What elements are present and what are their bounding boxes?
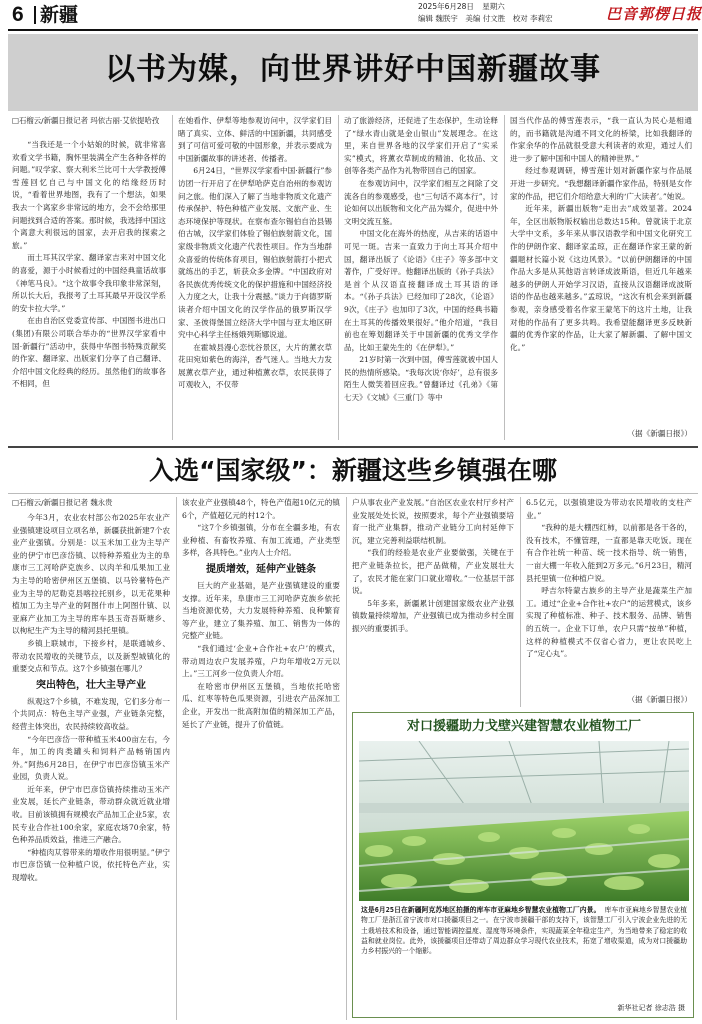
issue-date: [418, 2, 505, 12]
article1-column-4: [510, 115, 692, 427]
paragraph: “我们通过‘企业+合作社+农户’的模式，带动周边农户发展养殖，户均年增收2万元以上。”三工河乡一位负责人介绍。: [182, 643, 340, 679]
paragraph: 在参观访问中，汉学家们相互之间除了交流各自的参观感受，也“三句话不离本行”，讨论如何以出版物和文化产品为媒介，促进中外文明交流互鉴。: [344, 178, 498, 226]
article1-column-2: [178, 115, 332, 440]
section-name: 新疆: [40, 4, 79, 26]
paragraph: 在哈密市伊州区五堡镇，当地依托哈密瓜、红枣等特色瓜果资源，引进农产品深加工企业，开发出一批高附加值的精深加工产品，延长了产业链，提升了价值链。: [182, 681, 340, 729]
paragraph: 近年来，伊宁市巴彦岱镇持续推动玉米产业发展，延长产业链条，带动群众就近就业增收。目前该镇拥有规模农产品加工企业5家，农民专业合作社100余家，家庭农场70余家，特色种养品质效益，推进三产融合。: [12, 784, 170, 845]
article2-column-3: [352, 497, 514, 705]
page-header: [0, 0, 702, 30]
column-divider: [504, 115, 505, 440]
photo-caption: [361, 905, 687, 956]
editor-line: 编辑 魏朕宇 美编 付文胜 校对 李莉宏: [418, 14, 553, 23]
paragraph: 中国文化在海外的热度，从吉来的话语中可见一斑。吉来一直致力于向土耳其介绍中国，翻译出版了《论语》《庄子》等多部中文著作，广受好评。他翻译出版的《孙子兵法》是首个从汉语直接翻译成土耳其语的译本。“《孙子兵法》已经加印了28次，《论语》9次，《庄子》也加印了3次，中国的经典书籍在土耳其的传播效果很好。”他介绍道，“我目前也在筹划翻译关于中国新疆的优秀文学作品，比如王蒙先生的《在伊犁》。”: [344, 229, 498, 352]
newspaper-logo: 巴音郭楞日报: [606, 5, 702, 23]
article2-column-2: [182, 497, 340, 1020]
paragraph: 动了旅游经济，还促进了生态保护，生动诠释了“绿水青山就是金山银山”发展理念。在这里，来自世界各地的汉学家们开启了“实采实”模式，将薰衣草制成的精油、化妆品、文创等各类产品作为礼物带回自己的国家。: [344, 116, 498, 176]
article-separator: [8, 446, 698, 448]
article1-source: （据《新疆日报》）: [627, 429, 692, 438]
photo-credit: 新华社记者 徐志浩 摄: [617, 1004, 685, 1012]
article1-column-3: [344, 115, 498, 440]
column-divider: [346, 497, 347, 1020]
page-number: 6: [12, 3, 24, 26]
date-text: 2025年6月28日: [418, 2, 474, 11]
paragraph: 在霍城县漫心恋忱谷景区，大片的薰衣草花田宛如紫色的海洋，香气迷人。当地大力发展薰衣草产业，通过种植薰衣草，农民获得了可观收入，不仅带: [178, 342, 332, 390]
paragraph: 在由自治区党委宣传部、中国图书进出口(集团)有限公司联合举办的“世界汉学家看中国·新疆行”活动中，获得中华图书特殊贡献奖的作家、翻译家、出版家们分享了自己翻译、介绍中国文化经典的经历。虽然他们的故事各不相同，但: [12, 316, 166, 389]
paragraph: 纵观这7个乡镇，不难发现，它们多分布一个共同点：特色主导产业强，产业链条完整，经营主体突出，农民持续较高收益。: [12, 696, 170, 731]
paragraph: 21岁时第一次到中国，傅雪莲就被中国人民的热情所感染。“我每次说‘你好’，总有很多陌生人微笑着回应我。”曾翻译过《孔弟》《第七天》《文城》《三重门》等中: [344, 355, 498, 403]
paragraph: 在她看作、伊犁等地参观访问中，汉学家们目睹了真实、立体、鲜活的中国新疆，共同感受到了可信可爱可敬的中国形象，并表示要成为中国新疆故事的讲述者、传播者。: [178, 116, 332, 163]
column-divider: [172, 115, 173, 440]
caption-title: 这是6月25日在新疆阿克苏地区拍摄的库车市亚麻地乡智慧农业植物工厂内景。: [361, 906, 601, 914]
paragraph: “当我还是一个小姑娘的时候，就非常喜欢看文学书籍，胸怀里装满全产生各种各样的问题。”叹学家、察大利米兰比可十大学教授傅雪莲回忆自己与中国文化的结缘经历时说，“看着世界地图，我有了一个想法，如果我去一个离家乡非常远的地方，会不会给那里问题找到合适的答案。那时候，我选择中国这个离意大利很远的国家，去开启我的探索之旅。”: [12, 140, 166, 250]
paragraph: 今年3月，农业农村部公布2025年农业产业强镇建设项目立项名单，新疆获批新建7个农业产业强镇。分别是：以玉米加工业为主导产业的伊宁市巴彦岱镇、以特种养殖业为主的阜康市三工河哈萨克族乡、以肉羊和瓜果加工业为主导的哈密伊州区五堡镇、以马铃薯特色产业为主导的尼勒克县喀拉托别乡，以无花果种植加工为主导产业的阿图什市上阿图什镇、以亚麻产业加工为主导的库车县玉奇吾斯塘乡、以枸杞生产为主导的精河县托里镇。: [12, 513, 170, 636]
paragraph: “种植肉苁蓉带来的增收作用很明显。”伊宁市巴彦岱镇一位种植户说，依托特色产业，实现增收。: [12, 847, 170, 883]
photo-story-headline: 对口援疆助力戈壁兴建智慧农业植物工厂: [406, 719, 641, 734]
weekday-text: 星期六: [482, 2, 505, 11]
paragraph: 而土耳其汉学家、翻译家吉来对中国文化的喜爱，源于小时候看过的中国经典童话故事《神笔马良》。“这个故事令我印象非常深刻，所以长大后，我报考了土耳其最早开设汉学系的安卡拉大学。”: [12, 253, 166, 313]
paragraph: “这7个乡镇强镇，分布在全疆多地，有农业种植、有畜牧养殖、有加工流通，产业类型多样，各具特色。”业内人士介绍。: [182, 523, 340, 558]
paragraph: 近年来，新疆出版物“走出去”成效显著。2024年，全区出版物版权输出总数达15种。曾就读于北京大学中文系，多年来从事汉语教学和中国文化研究工作的伊朗作家、翻译家孟琼，正在翻译作家王蒙的新疆题材长篇小说《这边风景》。“以前伊朗翻译的中国作品大多是从其他语言转译成波斯语，但近几年越来越多的伊朗人开始学习汉语，直接从汉语翻译成波斯语的作品也越来越多。”孟琼说，“这次有机会来到新疆参观，亲身感受着名作家王蒙笔下的这片土地，让我对他的作品有了更多共鸣。我希望能翻译更多反映新疆的优秀作家的作品，让大家了解新疆、了解中国文化。”: [510, 204, 692, 352]
header-rule: [8, 29, 698, 31]
paragraph: 巨大的产业基础，是产业强镇建设的重要支撑。近年来，阜康市三工河哈萨克族乡依托当地资源优势，大力发展特种养殖、良种繁育等产业，建立了集养殖、加工、销售为一体的完整产业链。: [182, 580, 340, 641]
photo-story-box: [352, 712, 694, 1018]
header-divider-mark: [34, 6, 36, 24]
caption-body: 库车市亚麻地乡智慧农业植物工厂是浙江省宁波市对口援疆项目之一。在宁波市援疆干部的支持下，该智慧工厂引入宁波企业先进的无土栽培技术和设备，通过智能调控温度、湿度等环境条件，实现蔬菜全年稳定生产，为当地带来了稳定的收益和就业岗位。此外，该援疆项目还带动了周边群众学习现代农业技术，拓宽了增收渠道，成为对口援疆助力乡村振兴的一个缩影。: [361, 906, 688, 956]
paragraph: 经过参观调研，傅雪莲计划对新疆作家与作品展开进一步研究。“我想翻译新疆作家作品，特别是女作家的作品，把它们介绍给意大利的‘广大读者’。”她说。: [510, 166, 692, 201]
column-divider: [176, 497, 177, 1020]
paragraph: 6月24日，“世界汉学家看中国·新疆行”参访团一行开启了在伊犁哈萨克自治州的参观访问之旅。他们深入了解了当地非物质文化遗产传承保护、特色种植产业发展、文旅产业、生态环境保护等现状。在察布查尔锡伯自治县锡伯古城，汉学家们体验了锡伯族射箭文化，国家级非物质文化遗产代表性项目。作为当地群众喜爱的传统体育项目，锡伯族射箭打小把式就练出的手艺，斩获众多金牌。“中国政府对各民族优秀传统文化的保护措施和中国经济投入力度之大，让我十分震撼。”谈力于向德罗斯读者介绍中国文化的汉学作品的俄罗斯汉学家、圣彼得堡国立经济大学中国与亚太地区研究中心科学主任杨娥列斯娜说道。: [178, 166, 332, 340]
article1-column-1: [12, 139, 166, 439]
paragraph: 呼吉尔特蒙古族乡的主导产业是蔬菜生产加工。通过“企业+合作社+农户”的运营模式，该乡实现了种植标准、种子、技术服务、品牌、销售的五统一。企业下订单，农户只需“按单”种植，这样的种植模式不仅省心省力，更让农民吃上了“定心丸”。: [526, 586, 692, 659]
article2-column-4: [526, 497, 692, 693]
greenhouse-photo: [359, 741, 689, 901]
subheading: 突出特色，壮大主导产业: [36, 679, 146, 691]
paragraph: 该农业产业强镇48个，特色产值超10亿元的镇6个，产值超亿元的村12个。: [182, 498, 340, 520]
paragraph: 6.5亿元，以强镇建设为带动农民增收的支柱产业。”: [526, 498, 692, 520]
paragraph: “我种的是大棚西红柿，以前都是各干各的，没有技术，不懂管理，一直都是靠天吃饭。现在有合作社统一种苗、统一技术指导、统一销售，一亩大棚一年收入能到2万多元。”6月23日，精河县托里镇一位种植户说。: [526, 523, 692, 583]
subheading: 提质增效，延伸产业链条: [206, 563, 316, 575]
paragraph: 5年多来，新疆累计创建国家级农业产业强镇数量持续增加，产业强镇已成为推动乡村全面振兴的重要抓手。: [352, 598, 514, 633]
article2-headline: 入选“国家级”：新疆这些乡镇强在哪: [149, 456, 557, 485]
paragraph: 户从事农业产业发展。”自治区农业农村厅乡村产业发展处处长说，按照要求，每个产业强镇要培育一批产业集群，推动产业链分工向村延伸下沉，建立完善利益联结机制。: [352, 498, 514, 545]
article2-headline-rule: [8, 493, 698, 494]
paragraph: “我们的经验是农业产业要做强，关键在于把产业链条拉长，把产品做精，产业发展壮大了，农民才能在家门口就业增收。”一位基层干部说。: [352, 548, 514, 596]
column-divider: [520, 497, 521, 707]
paragraph: “今年巴彦岱一带种植玉米400亩左右，今年，加工的肉类罐头和饲料产品畅销国内外。”阿热6月28日，在伊宁市巴彦岱镇玉米产业园，负责人说。: [12, 734, 170, 782]
paragraph: 乡镇上联城市，下接乡村，是联通城乡、带动农民增收的关键节点，以及新型城镇化的重要交点和节点。这7个乡镇强在哪儿？: [12, 638, 170, 674]
article1-headline: 以书为媒，向世界讲好中国新疆故事: [105, 52, 601, 87]
paragraph: 国当代作品的傅雪莲表示，“我一直认为民心是相通的，而书籍就是沟通不同文化的桥梁，比如我翻译的作家余华的作品就很受意大利读者的欢迎，通过人们进一步了解中国和中国人的精神世界。”: [510, 116, 692, 163]
article2-byline: □石榴云/新疆日报记者 魏永贵: [12, 498, 113, 507]
article1-byline: □石榴云/新疆日报记者 玛依古丽·艾依提哈孜: [12, 116, 160, 125]
column-divider: [338, 115, 339, 440]
article2-column-1: [12, 512, 170, 1020]
article2-source: （据《新疆日报》）: [627, 695, 692, 704]
